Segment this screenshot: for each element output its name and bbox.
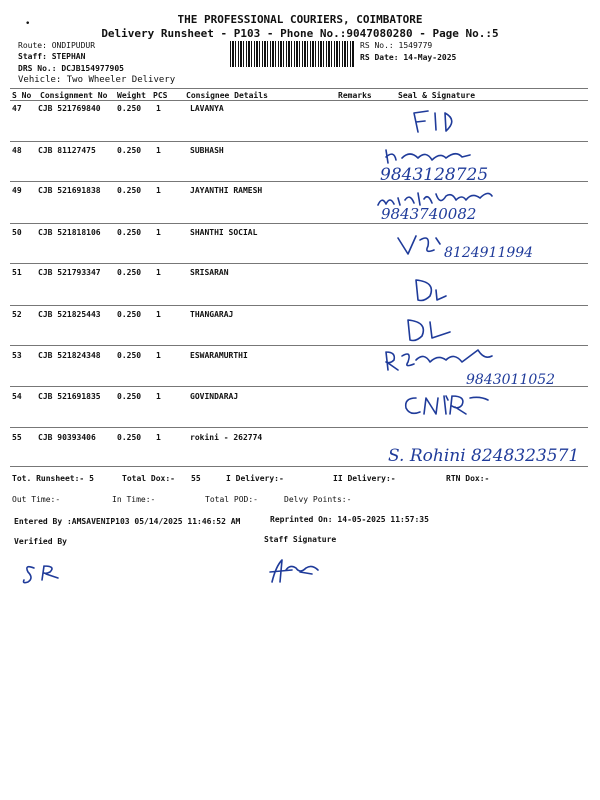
rtn-dox-label: RTN Dox:- <box>446 474 490 483</box>
col-sno: S No <box>12 91 32 100</box>
row-pcs: 1 <box>156 228 161 237</box>
row-consignment: CJB 81127475 <box>38 146 96 155</box>
row-consignee: GOVINDARAJ <box>190 392 239 401</box>
handwriting-row-55-text: S. Rohini 8248323571 <box>388 446 580 466</box>
row-sno: 51 <box>12 268 22 277</box>
total-pod-label: Total POD:- <box>205 495 258 504</box>
rs-number: RS No.: 1549779 <box>360 41 433 50</box>
staff-signature-mark <box>270 560 318 582</box>
row-sno: 55 <box>12 433 22 442</box>
row-consignee: SRISARAN <box>190 268 229 277</box>
row-consignee: SUBHASH <box>190 146 224 155</box>
row-weight: 0.250 <box>117 228 142 237</box>
rs-date: RS Date: 14-May-2025 <box>360 53 457 62</box>
row-consignee: SHANTHI SOCIAL <box>190 228 258 237</box>
col-seal: Seal & Signature <box>398 91 476 100</box>
route-label: Route: ONDIPUDUR <box>18 41 96 50</box>
row-sno: 50 <box>12 228 22 237</box>
row-consignee: LAVANYA <box>190 104 224 113</box>
col-consignee: Consignee Details <box>186 91 268 100</box>
vehicle-label: Vehicle: Two Wheeler Delivery <box>18 75 176 85</box>
row-consignment: CJB 521818106 <box>38 228 101 237</box>
row-sno: 52 <box>12 310 22 319</box>
col-weight: Weight <box>117 91 146 100</box>
row-weight: 0.250 <box>117 433 142 442</box>
in-time-label: In Time:- <box>112 495 156 504</box>
handwriting-row-49-text: 9843740082 <box>381 205 477 223</box>
row-weight: 0.250 <box>117 146 142 155</box>
drs-number: DRS No.: DCJB154977905 <box>18 64 124 73</box>
row-consignee: ESWARAMURTHI <box>190 351 248 360</box>
runsheet-subtitle: Delivery Runsheet - P103 - Phone No.:9047080280 - Page No.:5 <box>101 27 499 40</box>
row-pcs: 1 <box>156 310 161 319</box>
row-weight: 0.250 <box>117 104 142 113</box>
row-sno: 49 <box>12 186 22 195</box>
handwriting-row-50-text: 8124911994 <box>444 245 534 261</box>
row-weight: 0.250 <box>117 268 142 277</box>
entered-by: Entered By :AMSAVENIP103 05/14/2025 11:46:52 AM <box>14 517 241 526</box>
footer-signatures <box>0 540 600 600</box>
corner-mark: • <box>25 19 31 29</box>
handwriting-row-47 <box>414 111 452 132</box>
row-sno: 48 <box>12 146 22 155</box>
row-weight: 0.250 <box>117 310 142 319</box>
out-time-label: Out Time:- <box>12 495 61 504</box>
row-consignment: CJB 521793347 <box>38 268 101 277</box>
row-consignment: CJB 521825443 <box>38 310 101 319</box>
handwriting-row-48 <box>380 150 488 185</box>
row-sno: 53 <box>12 351 22 360</box>
row-consignment: CJB 521769840 <box>38 104 101 113</box>
row-sno: 54 <box>12 392 22 401</box>
row-consignment: CJB 90393406 <box>38 433 96 442</box>
total-dox-label: Total Dox:- <box>122 474 175 483</box>
handwriting-row-53-text: 9843011052 <box>466 372 556 388</box>
row-pcs: 1 <box>156 146 161 155</box>
handwriting-row-54 <box>406 396 488 414</box>
handwriting-row-55 <box>388 446 579 466</box>
col-pcs: PCS <box>153 91 168 100</box>
row-pcs: 1 <box>156 268 161 277</box>
staff-signature-label: Staff Signature <box>264 535 337 544</box>
row-pcs: 1 <box>156 351 161 360</box>
row-consignee: JAYANTHI RAMESH <box>190 186 263 195</box>
delvy-points-label: Delvy Points:- <box>284 495 352 504</box>
handwriting-row-53 <box>386 350 555 388</box>
row-weight: 0.250 <box>117 392 142 401</box>
col-consignment: Consignment No <box>40 91 108 100</box>
handwriting-row-52 <box>408 320 450 341</box>
company-title: THE PROFESSIONAL COURIERS, COIMBATORE <box>177 13 423 26</box>
row-pcs: 1 <box>156 104 161 113</box>
verified-by-label: Verified By <box>14 537 67 546</box>
row-pcs: 1 <box>156 392 161 401</box>
handwriting-row-49 <box>378 193 492 223</box>
total-dox-value: 55 <box>191 474 201 483</box>
handwriting-row-51 <box>416 280 446 301</box>
reprinted-on: Reprinted On: 14-05-2025 11:57:35 <box>270 515 429 524</box>
total-runsheet: Tot. Runsheet:- 5 <box>12 474 94 483</box>
row-sno: 47 <box>12 104 22 113</box>
row-pcs: 1 <box>156 433 161 442</box>
handwriting-row-48-text: 9843128725 <box>380 165 489 185</box>
i-delivery-label: I Delivery:- <box>226 474 284 483</box>
verified-signature <box>24 566 59 583</box>
row-weight: 0.250 <box>117 351 142 360</box>
row-weight: 0.250 <box>117 186 142 195</box>
row-pcs: 1 <box>156 186 161 195</box>
handwriting-row-50 <box>398 236 533 261</box>
ii-delivery-label: II Delivery:- <box>333 474 396 483</box>
row-consignee: THANGARAJ <box>190 310 234 319</box>
row-consignment: CJB 521691838 <box>38 186 101 195</box>
col-remarks: Remarks <box>338 91 372 100</box>
row-consignment: CJB 521691835 <box>38 392 101 401</box>
row-consignment: CJB 521824348 <box>38 351 101 360</box>
row-consignee: rokini - 262774 <box>190 433 263 442</box>
staff-label: Staff: STEPHAN <box>18 52 86 61</box>
